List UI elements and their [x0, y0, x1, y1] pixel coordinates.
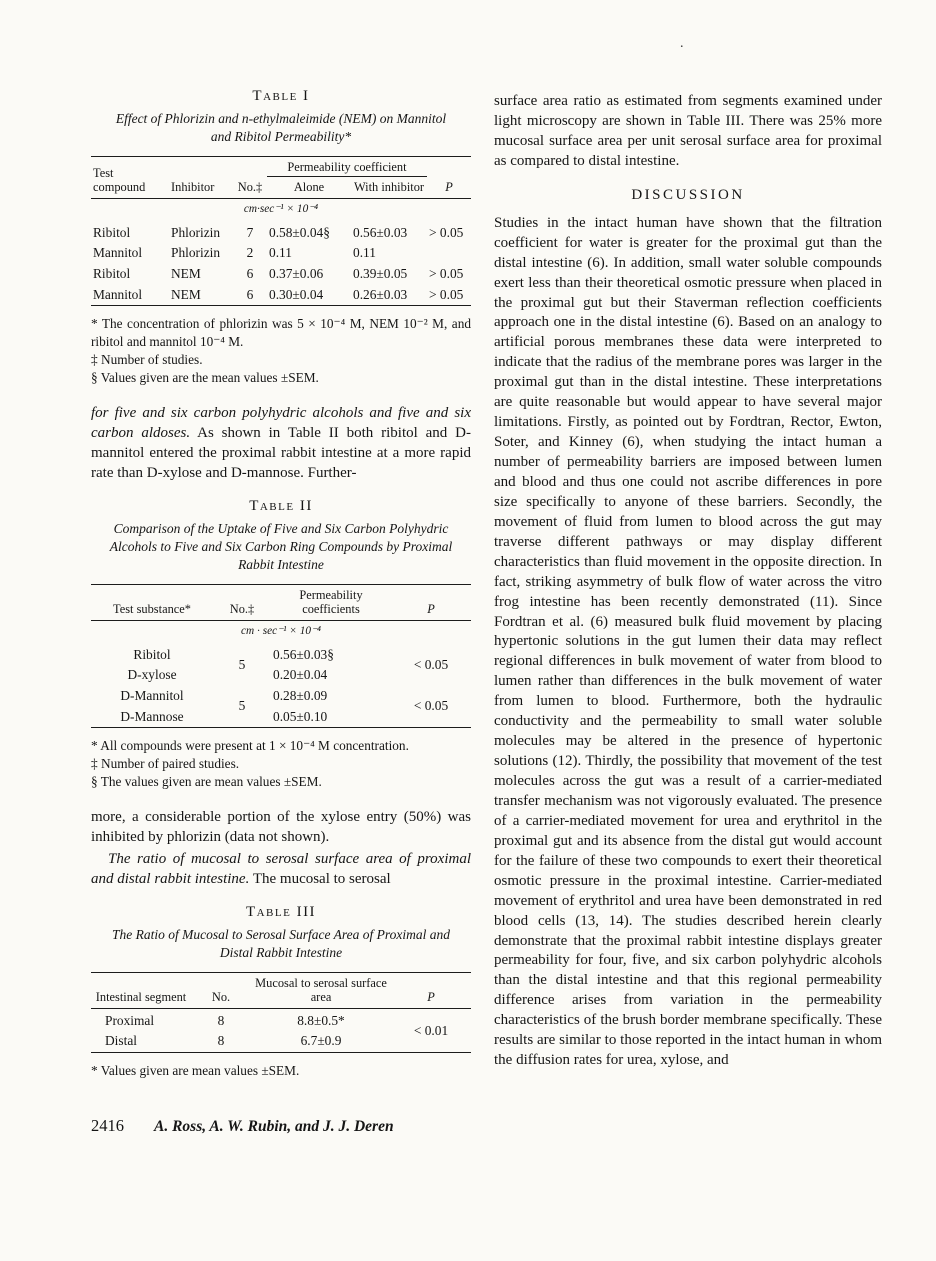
column-header-inhibitor: Inhibitor [169, 157, 233, 199]
cell: Phlorizin [171, 245, 221, 261]
cell: 0.28±0.09 [273, 688, 328, 704]
cell: > 0.05 [429, 266, 464, 282]
paragraph: more, a considerable portion of the xylose entry (50%) was inhibited by phlorizin (data not shown). [91, 809, 471, 846]
table-row [91, 243, 471, 264]
cell: Ribitol [93, 224, 131, 240]
cell: 0.11 [269, 245, 292, 261]
cell: NEM [171, 266, 201, 282]
cell: 5 [238, 657, 246, 673]
table-1 [91, 88, 471, 387]
footnote: * The concentration of phlorizin was 5 × 10⁻⁴ M, NEM 10⁻² M, and ribitol and mannitol 10⁻⁴ M. [91, 316, 471, 350]
paragraph-text: As shown in Table II both ribitol and D-mannitol entered the proximal rabbit intestine at a more rapid rate than D-xylose and D-mannose. Further- [91, 425, 471, 482]
cell: 0.30±0.04 [269, 286, 324, 302]
column-header-intestinal-segment: Intestinal segment [91, 973, 191, 1009]
column-header-no: No. [191, 973, 251, 1009]
cell: 6 [246, 266, 254, 282]
column-header-permeability-coefficients: Permeability coefficients [271, 585, 391, 621]
cell: Mannitol [93, 245, 143, 261]
cell: 2 [246, 245, 254, 261]
paragraph [91, 404, 471, 484]
paragraph-text: The mucosal to serosal [252, 870, 391, 887]
page-number: 2416 [91, 1115, 124, 1135]
cell: 8 [217, 1012, 225, 1028]
cell: < 0.05 [413, 657, 449, 673]
table-2-caption: Comparison of the Uptake of Five and Six Carbon Polyhydric Alcohols to Five and Six Carbon Ring Compounds by Proximal Rabbit Intestine [109, 521, 453, 572]
footnote: ‡ Number of studies. [91, 352, 203, 368]
table-row [91, 643, 471, 665]
cell: Distal [105, 1033, 137, 1049]
footnote: § Values given are the mean values ±SEM. [91, 370, 319, 386]
units-note: cm · sec⁻¹ × 10⁻⁴ [241, 624, 321, 637]
cell: Proximal [105, 1012, 155, 1028]
cell: D-xylose [127, 667, 177, 683]
table-row [91, 686, 471, 707]
cell: D-Mannose [120, 708, 184, 724]
cell: 0.05±0.10 [273, 708, 328, 724]
table-1-label: Table I [252, 88, 310, 104]
paragraph-italic-lead: for five and six carbon polyhydric alcohols and five and six carbon aldoses. [91, 405, 471, 442]
column-header-no: No.‡ [213, 585, 271, 621]
table-row [91, 264, 471, 285]
table-row [91, 1008, 471, 1031]
footnote: * All compounds were present at 1 × 10⁻⁴ M concentration. [91, 737, 409, 753]
table-3-footnotes [91, 1062, 471, 1080]
column-header-permeability-coefficient: Permeability coefficient [267, 157, 427, 177]
footnote: * Values given are mean values ±SEM. [91, 1062, 300, 1078]
cell: Ribitol [93, 266, 131, 282]
discussion-heading: DISCUSSION [631, 186, 745, 203]
cell: Mannitol [93, 286, 143, 302]
cell: 8 [217, 1033, 225, 1049]
table-1-footnotes [91, 315, 471, 387]
cell: 8.8±0.5* [297, 1012, 345, 1028]
right-column [494, 92, 882, 1085]
cell: NEM [171, 286, 201, 302]
cell: > 0.05 [429, 224, 464, 240]
table-2 [91, 498, 471, 791]
cell: 0.56±0.03 [353, 224, 408, 240]
cell [427, 243, 471, 264]
cell: 0.39±0.05 [353, 266, 408, 282]
table-2-footnotes [91, 737, 471, 791]
table-row [91, 284, 471, 305]
print-artifact-dot: . [680, 36, 684, 51]
table-3-label: Table III [245, 903, 317, 920]
cell: 0.58±0.04§ [269, 224, 330, 240]
cell: > 0.05 [429, 286, 464, 302]
footnote: § The values given are mean values ±SEM. [91, 774, 322, 790]
discussion-body: Studies in the intact human have shown that the filtration coefficient for water is greater for the proximal gut than the distal intestine (6). In addition, small water soluble compounds exert less than their theoretical osmotic pressure when placed in the proximal gut but their Staverman reflection coefficients approach one in the distal intestine (6). Based on an analogy to artificial porous membranes these data were interpreted to indicate that the radius of the membrane pores was larger in the proximal gut than in the distal intestine. These interpretations are quite reasonable but would appear to have several major limitations. Firstly, as pointed out by Fordtran, Rector, Ewton, Soter, and Kinney (6), when studying the intact human a number of permeability barriers are imposed between lumen and blood and thus one could not ascribe differences in pore size specifically to anyone of these barriers. Secondly, the movement of fluid from lumen to blood across the gut may traverse different pathways or may display different characteristics than fluid movement in the opposite direction. In fact, striking asymmetry of bulk flow of water across the vitro frog intestine has been recently demonstrated (11). Since Fordtran et al. (6) measured bulk fluid movement by placing hypertonic solutions in the gut lumen their data may reflect regional differences in bulk movement of water from blood to lumen rather than differences in the bulk movement of water from lumen to blood. Furthermore, both the hydraulic conductivity and the permeability to small water soluble molecules may be altered in the presence of hypertonic solutions (12). Thirdly, the possibility that movement of the test molecules across the gut was a result of a carrier-mediated transfer mechanism was not vigorously evaluated. The presence of a carrier-mediated movement for urea and erythritol in the proximal gut and its absence from the distal gut would account for the failure of these two compounds to exert their theoretical osmotic pressure in the proximal intestine. Carrier-mediated movement of erythritol and urea have been demonstrated in red blood cells (13, 14). The studies described herein clearly demonstrate that the proximal rabbit intestine displays greater permeability for four, five, and six carbon polyhydric alcohols than the distal intestine and that this regional permeability difference arises from variation in the permeability characteristics of the brush border membrane specifically. These results are similar to those reported in the intact human in whom the diffusion rates for urea, xylose, and [494, 214, 882, 1069]
table-3 [91, 904, 471, 1080]
column-header-no: No.‡ [233, 157, 267, 199]
table-2-grid [91, 584, 471, 728]
cell: < 0.01 [413, 1023, 449, 1039]
column-header-with-inhibitor: With inhibitor [351, 177, 427, 199]
cell: 0.20±0.04 [273, 667, 328, 683]
cell: 7 [246, 224, 254, 240]
cell: 5 [238, 698, 246, 714]
column-header-mucosal-serosal: Mucosal to serosal surface area [251, 973, 391, 1009]
page-footer [91, 1116, 471, 1136]
cell: 0.11 [353, 245, 376, 261]
cell: D-Mannitol [120, 688, 184, 704]
table-1-caption: Effect of Phlorizin and n-ethylmaleimide (NEM) on Mannitol and Ribitol Permeability* [115, 111, 447, 144]
table-3-caption: The Ratio of Mucosal to Serosal Surface Area of Proximal and Distal Rabbit Intestine [112, 926, 450, 960]
column-header-p: P [427, 157, 471, 199]
cell: 0.37±0.06 [269, 266, 324, 282]
authors-line: A. Ross, A. W. Rubin, and J. J. Deren [154, 1117, 394, 1135]
column-header-p: P [391, 585, 471, 621]
column-header-p: P [391, 973, 471, 1009]
left-column [91, 88, 471, 1136]
units-row [91, 620, 471, 642]
table-row [91, 221, 471, 243]
cell: 0.26±0.03 [353, 286, 408, 302]
units-row [91, 198, 471, 220]
column-header-test-compound: Test compound [91, 157, 169, 199]
cell: Phlorizin [171, 224, 221, 240]
table-1-grid [91, 156, 471, 306]
cell: 0.56±0.03§ [273, 646, 334, 662]
column-header-test-substance: Test substance* [91, 585, 213, 621]
table-3-grid [91, 972, 471, 1053]
paragraph-italic-lead: The ratio of mucosal to serosal surface area of proximal and distal rabbit intestine. [91, 851, 471, 887]
paragraph [91, 850, 471, 890]
table-2-label: Table II [249, 498, 313, 515]
footnote: ‡ Number of paired studies. [91, 756, 240, 772]
cell: Ribitol [133, 646, 171, 662]
cell: 6 [246, 286, 254, 302]
cell: 6.7±0.9 [300, 1033, 342, 1049]
units-note: cm·sec⁻¹ × 10⁻⁴ [243, 202, 319, 215]
paragraph: surface area ratio as estimated from segments examined under light microscopy are shown in Table III. There was 25% more mucosal surface area per unit serosal surface area for proximal as compared to distal intestine. [494, 93, 882, 169]
cell: < 0.05 [413, 698, 449, 714]
column-header-alone: Alone [267, 177, 351, 199]
